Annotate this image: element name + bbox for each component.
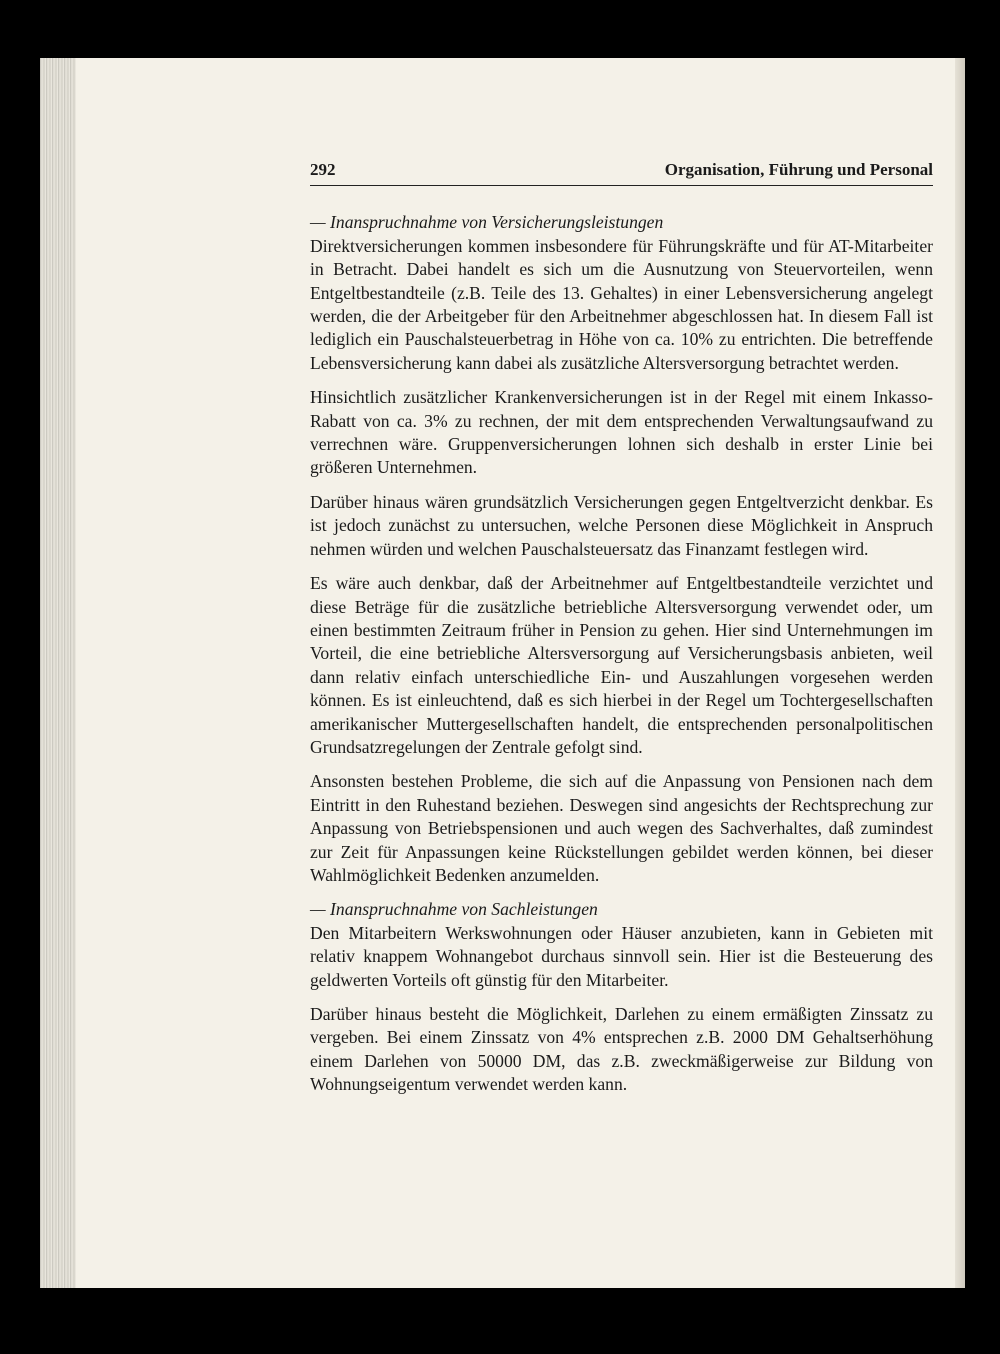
paragraph: Darüber hinaus besteht die Möglichkeit, Darlehen zu einem ermäßigten Zinssatz zu vergeben. Bei einem Zinssatz von 4% entsprechen z.B. 2000 DM Gehaltserhöhung einem Darlehen von 50000 DM, das z.B. zweckmäßigerweise zur Bildung von Wohnungseigentum verwendet werden kann. [310,1004,933,1095]
page-edge-right [955,58,965,1288]
chapter-title: Organisation, Führung und Personal [664,160,933,179]
section-heading-benefits-in-kind: — Inanspruchnahme von Sachleistungen [310,899,598,920]
section-heading-insurance: — Inanspruchnahme von Versicherungsleistungen [310,212,664,233]
paragraph: Ansonsten bestehen Probleme, die sich auf die Anpassung von Pensionen nach dem Eintritt in den Ruhestand beziehen. Deswegen sind angesichts der Rechtsprechung zur Anpassung von Betriebspensionen und auch wegen des Sachverhaltes, daß zumindest zur Zeit für Anpassungen keine Rückstellungen gebildet werden können, bei dieser Wahlmöglichkeit Bedenken anzumelden. [310,771,933,885]
page-edges [40,58,76,1288]
paragraph: Hinsichtlich zusätzlicher Krankenversicherungen ist in der Regel mit einem Inkasso-Rabatt von ca. 3% zu rechnen, der mit dem entsprechenden Verwaltungsaufwand zu verrechnen wäre. Gruppenversicherungen lohnen sich deshalb in erster Linie bei größeren Unternehmen. [310,387,933,478]
page-number: 292 [310,160,336,179]
paragraph: Direktversicherungen kommen insbesondere für Führungskräfte und für AT-Mitarbeiter in Betracht. Dabei handelt es sich um die Ausnutzung von Steuervorteilen, wenn Entgeltbestandteile (z.B. Teile des 13. Gehaltes) in einer Lebensversicherung angelegt werden, die der Arbeitgeber für den Arbeitnehmer abgeschlossen hat. In diesem Fall ist lediglich ein Pauschalsteuerbetrag in Höhe von ca. 10% zu entrichten. Die betreffende Lebensversicherung kann dabei als zusätzliche Altersversorgung betrachtet werden. [310,235,933,373]
body-text [310,211,933,1096]
paragraph: Den Mitarbeitern Werkswohnungen oder Häuser anzubieten, kann in Gebieten mit relativ knappem Wohnangebot durchaus sinnvoll sein. Hier ist die Besteuerung des geldwerten Vorteils oft günstig für den Mitarbeiter. [310,922,933,990]
page-content [310,158,933,1108]
paragraph: Es wäre auch denkbar, daß der Arbeitnehmer auf Entgeltbestandteile verzichtet und diese Beträge für die zusätzliche betriebliche Altersversorgung verwendet oder, um einen bestimmten Zeitraum früher in Pension zu gehen. Hier sind Unternehmungen im Vorteil, die eine betriebliche Altersversorgung auf Versicherungsbasis anbieten, weil dann relativ einfach unterschiedliche Ein- und Auszahlungen vorgesehen werden können. Es ist einleuchtend, daß es sich hierbei in der Regel um Tochtergesellschaften amerikanischer Muttergesellschaften handelt, die entsprechenden personalpolitischen Grundsatzregelungen der Zentrale gefolgt sind. [310,573,933,757]
running-header [310,158,933,186]
paragraph: Darüber hinaus wären grundsätzlich Versicherungen gegen Entgeltverzicht denkbar. Es ist jedoch zunächst zu untersuchen, welche Personen diese Möglichkeit in Anspruch nehmen würden und welchen Pauschalsteuersatz das Finanzamt festlegen wird. [310,491,933,559]
